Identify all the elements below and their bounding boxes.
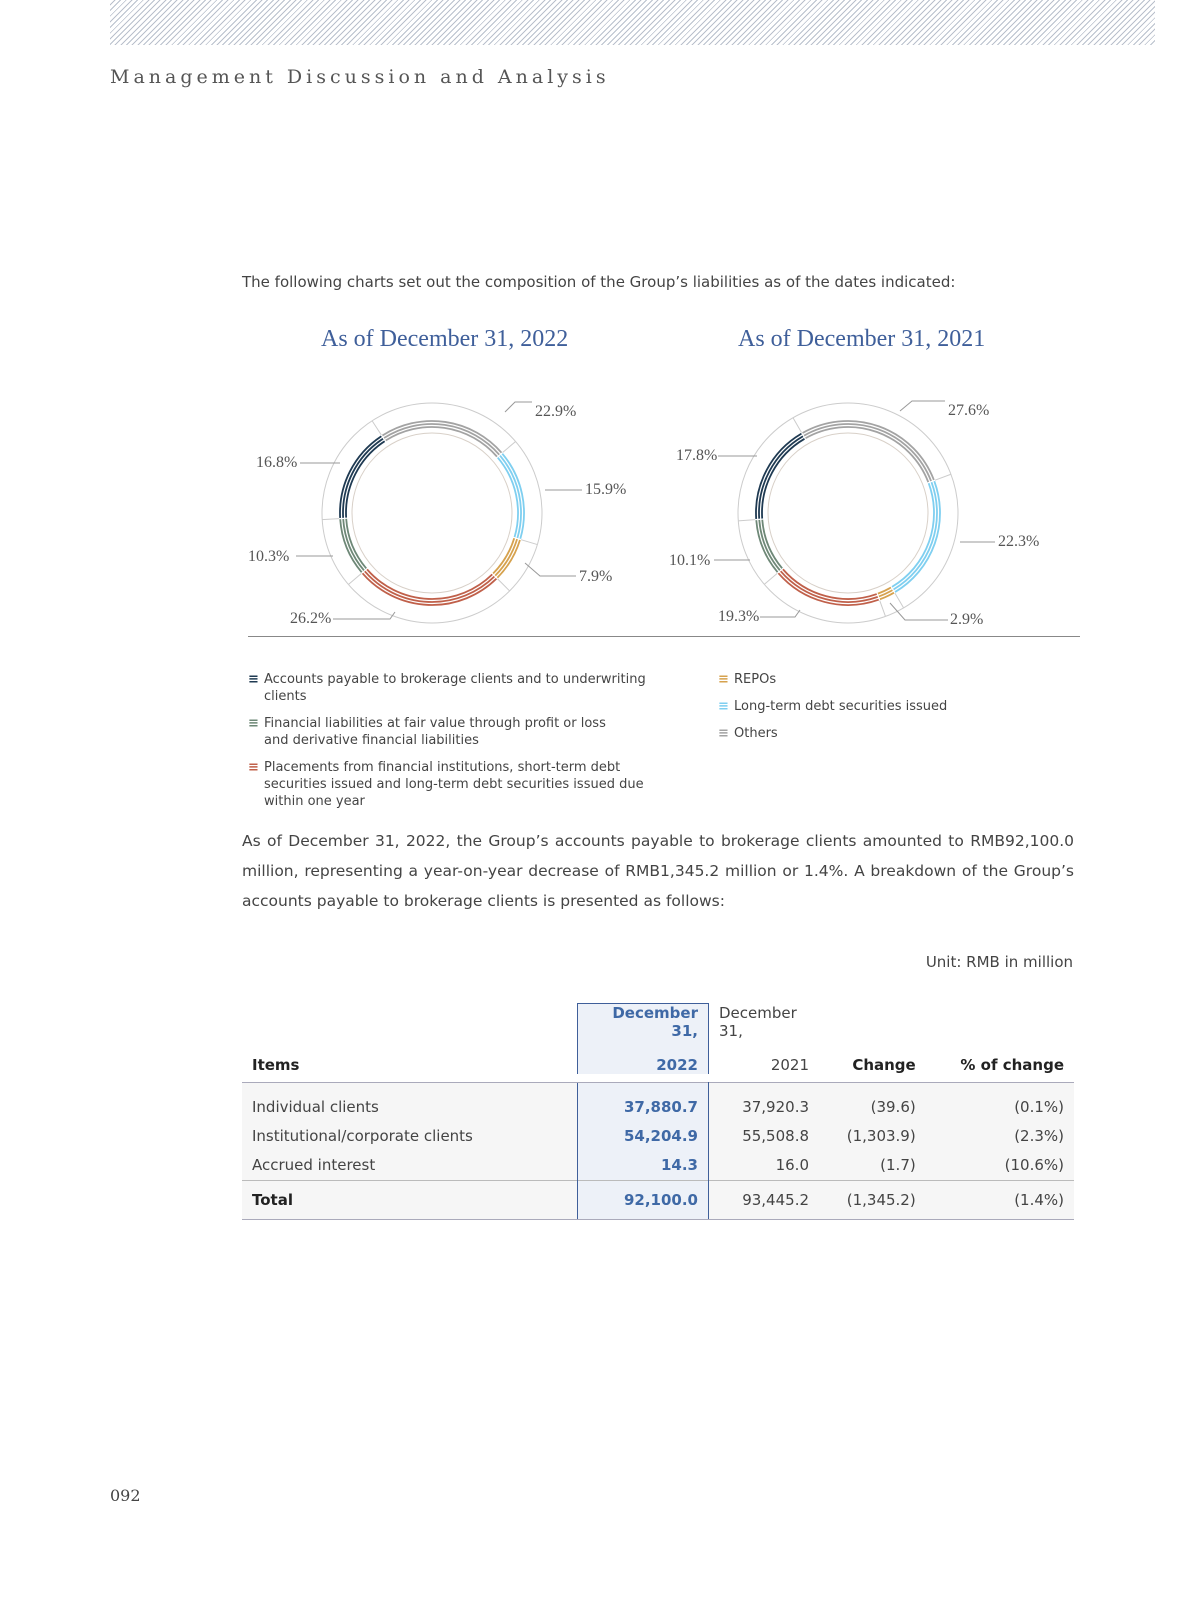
table-cell: 54,204.9: [578, 1122, 709, 1151]
data-label: 7.9%: [579, 568, 613, 585]
chart-title-2022: As of December 31, 2022: [321, 326, 569, 352]
legend-item-fvtpl: [248, 715, 628, 749]
legend-swatch-icon: ≡: [718, 699, 729, 714]
table-cell: Accrued interest: [242, 1151, 578, 1181]
legend-swatch-icon: ≡: [248, 672, 259, 687]
table-cell: Total: [242, 1180, 578, 1219]
data-label: 17.8%: [676, 447, 718, 464]
data-label: 16.8%: [256, 454, 298, 471]
legend-item-repos: [718, 671, 1018, 688]
body-paragraph: As of December 31, 2022, the Group’s accounts payable to brokerage clients amounted to RMB92,100.0 million, representing a year-on-year decrease of RMB1,345.2 million or 1.4%. A breakdown of the Group’s accounts payable to brokerage clients is presented as follows:: [242, 832, 1074, 910]
table-cell: (2.3%): [926, 1122, 1074, 1151]
page-number: 092: [110, 1486, 141, 1505]
table-cell: (39.6): [819, 1083, 926, 1122]
data-label: 22.3%: [998, 533, 1040, 550]
data-label: 10.3%: [248, 548, 290, 565]
data-label: 10.1%: [669, 552, 711, 569]
legend-label: REPOs: [734, 672, 777, 687]
section-title: Management Discussion and Analysis: [110, 66, 610, 88]
legend-label: Placements from financial institutions, short-term debt securities issued and long-term debt securities issued due within one year: [264, 760, 644, 809]
table-cell: (1.7): [819, 1151, 926, 1181]
header-hatch-band: [110, 0, 1155, 45]
legend-label: Financial liabilities at fair value through profit or loss and derivative financial liabilities: [264, 716, 606, 748]
table-row: [242, 1151, 1074, 1181]
table-cell: Individual clients: [242, 1083, 578, 1122]
legend-right: [718, 671, 1018, 752]
col-header-pct-change: % of change: [960, 1056, 1064, 1074]
table-cell: 14.3: [578, 1151, 709, 1181]
table-total-row: [242, 1180, 1074, 1219]
data-label: 27.6%: [948, 402, 990, 419]
legend-swatch-icon: ≡: [248, 716, 259, 731]
legend-swatch-icon: ≡: [248, 760, 259, 775]
legend-item-placements: [248, 759, 668, 810]
table-cell: 37,880.7: [578, 1083, 709, 1122]
legend-swatch-icon: ≡: [718, 672, 729, 687]
table-cell: 16.0: [709, 1151, 820, 1181]
col-header-change: Change: [852, 1056, 916, 1074]
table-cell: (1.4%): [926, 1180, 1074, 1219]
table-row: [242, 1122, 1074, 1151]
col-header-2022: 2022: [578, 1040, 709, 1074]
legend-swatch-icon: ≡: [718, 726, 729, 741]
col-header-2021: 2021: [770, 1056, 809, 1074]
data-label: 22.9%: [535, 403, 577, 420]
table-cell: 37,920.3: [709, 1083, 820, 1122]
col-header-2022-top: December 31,: [578, 1004, 709, 1041]
legend-label: Long-term debt securities issued: [734, 699, 948, 714]
brokerage-payables-table: [242, 1003, 1074, 1220]
legend-item-others: [718, 725, 1018, 742]
unit-note: Unit: RMB in million: [925, 953, 1073, 971]
legend-label: Others: [734, 726, 778, 741]
data-label: 19.3%: [718, 608, 760, 625]
table-cell: (1,303.9): [819, 1122, 926, 1151]
chart-divider: [248, 636, 1080, 637]
data-label: 26.2%: [290, 610, 332, 627]
legend-item-longterm: [718, 698, 1018, 715]
table-cell: 92,100.0: [578, 1180, 709, 1219]
table-cell: 93,445.2: [709, 1180, 820, 1219]
legend-label: Accounts payable to brokerage clients and to underwriting clients: [264, 672, 646, 704]
leader-lines: [0, 380, 1190, 640]
table-row: [242, 1083, 1074, 1122]
table-cell: (0.1%): [926, 1083, 1074, 1122]
legend-left: [248, 671, 688, 820]
table-cell: (10.6%): [926, 1151, 1074, 1181]
data-label: 2.9%: [950, 611, 984, 628]
table-cell: Institutional/corporate clients: [242, 1122, 578, 1151]
data-label: 15.9%: [585, 481, 627, 498]
col-header-2021-top: December 31,: [719, 1004, 797, 1040]
legend-item-accounts: [248, 671, 688, 705]
table-cell: (1,345.2): [819, 1180, 926, 1219]
table-cell: 55,508.8: [709, 1122, 820, 1151]
col-header-items: Items: [252, 1056, 300, 1074]
intro-text: The following charts set out the composition of the Group’s liabilities as of the dates indicated:: [242, 273, 956, 291]
chart-title-2021: As of December 31, 2021: [738, 326, 986, 352]
